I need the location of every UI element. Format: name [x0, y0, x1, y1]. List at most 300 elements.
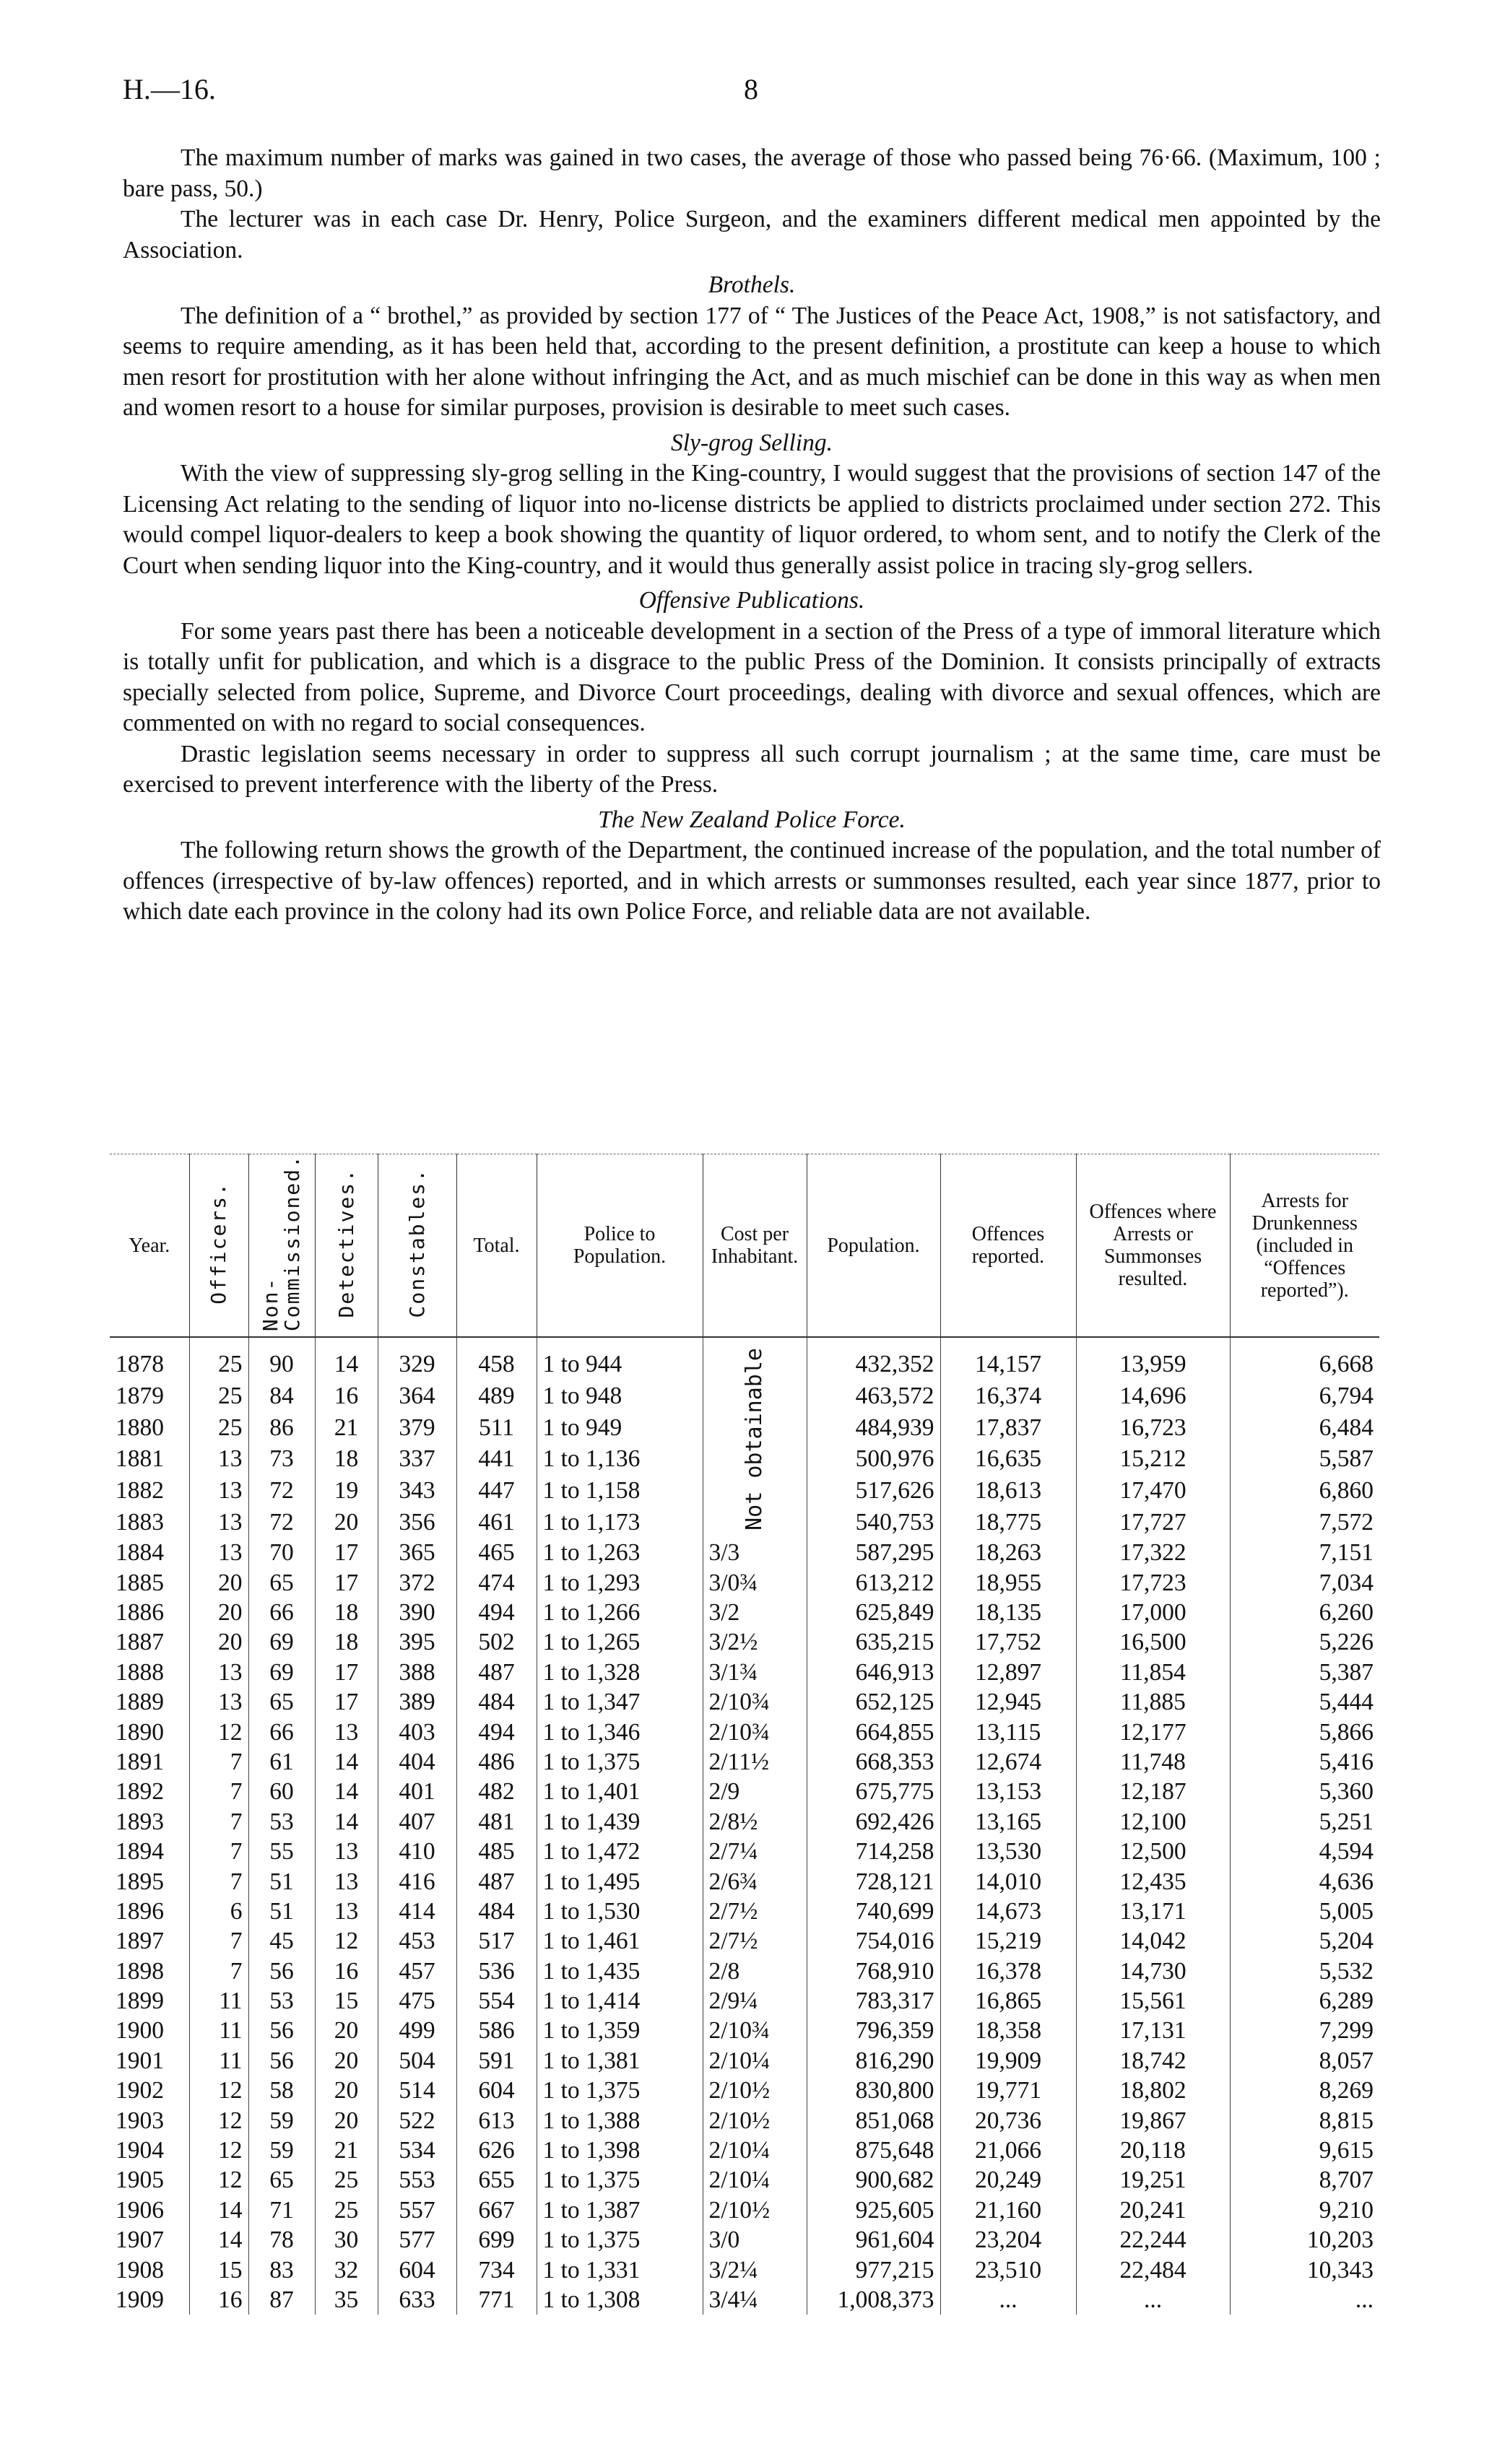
table-cell: 1882: [116, 1476, 164, 1504]
table-cell: 21: [315, 2136, 378, 2165]
table-row: [110, 1926, 1379, 1956]
table-cell: 3/0: [703, 2225, 807, 2255]
column-header: [378, 1154, 456, 1338]
table-row: [110, 2105, 1379, 2135]
table-cell: 1 to 1,375: [537, 1747, 703, 1777]
table-cell: 474: [456, 1567, 537, 1597]
table-cell: 72: [248, 1506, 315, 1538]
table-cell: 414: [378, 1897, 456, 1926]
table-cell: 6,484: [1230, 1411, 1379, 1443]
table-cell: 9,210: [1230, 2195, 1379, 2225]
table-cell: 20: [315, 2016, 378, 2045]
table-cell: 553: [378, 2165, 456, 2195]
table-cell: 389: [378, 1687, 456, 1717]
table-cell: 56: [248, 2016, 315, 2045]
table-cell: 463,572: [807, 1380, 940, 1412]
table-row: [110, 2016, 1379, 2045]
table-cell: 5,444: [1230, 1687, 1379, 1717]
table-cell: 390: [378, 1598, 456, 1627]
table-cell: 60: [248, 1777, 315, 1806]
table-cell: 2/10¼: [703, 2136, 807, 2165]
table-cell: 1 to 1,308: [537, 2285, 703, 2315]
table-cell: 536: [456, 1956, 537, 1985]
column-header: Total.: [456, 1154, 537, 1338]
table-cell: 453: [378, 1926, 456, 1956]
table-cell: 486: [456, 1747, 537, 1777]
table-cell: 66: [248, 1717, 315, 1746]
table-cell: 900,682: [807, 2165, 940, 2195]
table-cell: 19,771: [940, 2076, 1076, 2105]
table-cell: 59: [248, 2105, 315, 2135]
table-cell: 18: [315, 1443, 378, 1475]
table-cell: 1892: [116, 1778, 164, 1806]
table-cell: 18: [315, 1598, 378, 1627]
report-body: [123, 143, 1381, 928]
table-cell: 1 to 1,461: [537, 1926, 703, 1956]
paragraph: The lecturer was in each case Dr. Henry, Police Surgeon, and the examiners different medical men appointed by the Association.: [123, 206, 1381, 264]
table-cell: 23,204: [940, 2225, 1076, 2255]
table-cell: 12: [189, 1717, 248, 1746]
table-cell: 7: [189, 1837, 248, 1866]
table-cell: 9,615: [1230, 2136, 1379, 2165]
column-header: Offences reported.: [940, 1154, 1076, 1338]
table-cell: 447: [456, 1475, 537, 1507]
table-cell: 692,426: [807, 1807, 940, 1837]
table-cell: 11,748: [1076, 1747, 1230, 1777]
table-cell: 13,115: [940, 1717, 1076, 1746]
table-cell: 13,959: [1076, 1337, 1230, 1380]
column-header: Year.: [110, 1154, 189, 1338]
table-cell: 12,177: [1076, 1717, 1230, 1746]
table-cell: 20: [315, 2046, 378, 2076]
table-cell: 1 to 1,265: [537, 1627, 703, 1657]
table-row: [110, 1627, 1379, 1657]
table-cell: 14,157: [940, 1337, 1076, 1380]
table-cell: 675,775: [807, 1777, 940, 1806]
table-cell: 5,416: [1230, 1747, 1379, 1777]
table-row: [110, 1687, 1379, 1717]
table-cell: 16,374: [940, 1380, 1076, 1412]
table-cell: 1 to 1,263: [537, 1538, 703, 1567]
table-cell: 14,010: [940, 1866, 1076, 1896]
table-cell: 72: [248, 1475, 315, 1507]
table-cell: 771: [456, 2285, 537, 2315]
table-cell: 17: [315, 1567, 378, 1597]
table-cell: 655: [456, 2165, 537, 2195]
table-row: [110, 1337, 1379, 1380]
table-cell: 18,263: [940, 1538, 1076, 1567]
table-cell: 16,635: [940, 1443, 1076, 1475]
table-cell: 51: [248, 1866, 315, 1896]
table-cell: ...: [1076, 2285, 1230, 2315]
table-row: [110, 2225, 1379, 2255]
table-row: [110, 1567, 1379, 1597]
table-cell: 20: [315, 2076, 378, 2105]
table-cell: 517,626: [807, 1475, 940, 1507]
table-cell: 714,258: [807, 1837, 940, 1866]
table-cell: 6,794: [1230, 1380, 1379, 1412]
table-cell: 830,800: [807, 2076, 940, 2105]
table-cell: 25: [315, 2165, 378, 2195]
table-cell: 1 to 1,293: [537, 1567, 703, 1597]
section-heading-offensive-publications: Offensive Publications.: [638, 587, 865, 614]
table-cell: 441: [456, 1443, 537, 1475]
table-cell: 12: [189, 2105, 248, 2135]
table-row: [110, 1658, 1379, 1687]
table-cell: 395: [378, 1627, 456, 1657]
table-cell: 625,849: [807, 1598, 940, 1627]
table-cell: 7: [189, 1956, 248, 1985]
table-cell: 1890: [116, 1718, 164, 1746]
table-cell: 25: [189, 1337, 248, 1380]
table-cell: 23,510: [940, 2255, 1076, 2284]
table-cell: 12: [189, 2076, 248, 2105]
table-cell: 1,008,373: [807, 2285, 940, 2315]
table-cell: 13: [189, 1658, 248, 1687]
table-cell: 1900: [116, 2017, 164, 2045]
table-cell: 18: [315, 1627, 378, 1657]
table-cell: 1895: [116, 1868, 164, 1895]
table-cell: 90: [248, 1337, 315, 1380]
table-cell: 17,727: [1076, 1506, 1230, 1538]
table-cell: 1899: [116, 1988, 164, 2015]
table-cell: 11: [189, 2016, 248, 2045]
table-cell: 5,204: [1230, 1926, 1379, 1956]
table-cell: 1 to 1,359: [537, 2016, 703, 2045]
table-row: [110, 2195, 1379, 2225]
table-row: [110, 2255, 1379, 2284]
table-cell: 13: [189, 1538, 248, 1567]
table-cell: 10,203: [1230, 2225, 1379, 2255]
table-cell: 482: [456, 1777, 537, 1806]
table-cell: 1881: [116, 1445, 164, 1473]
table-cell: 613,212: [807, 1567, 940, 1597]
table-cell: 416: [378, 1866, 456, 1896]
table-cell: 458: [456, 1337, 537, 1380]
table-cell: 7: [189, 1747, 248, 1777]
table-cell: 5,866: [1230, 1717, 1379, 1746]
table-cell: 7: [189, 1777, 248, 1806]
table-cell: 86: [248, 1411, 315, 1443]
table-cell: 664,855: [807, 1717, 940, 1746]
table-cell: 65: [248, 1687, 315, 1717]
table-cell: 16: [315, 1380, 378, 1412]
table-cell: 699: [456, 2225, 537, 2255]
table-row: [110, 1956, 1379, 1985]
table-cell: 22,484: [1076, 2255, 1230, 2284]
table-cell: 14,042: [1076, 1926, 1230, 1956]
table-cell: 410: [378, 1837, 456, 1866]
table-cell: 32: [315, 2255, 378, 2284]
table-cell: 16,378: [940, 1956, 1076, 1985]
table-cell: 337: [378, 1443, 456, 1475]
table-cell: 1903: [116, 2107, 164, 2134]
table-cell: 45: [248, 1926, 315, 1956]
table-cell: 465: [456, 1538, 537, 1567]
table-cell: 668,353: [807, 1747, 940, 1777]
table-cell: 2/7¼: [703, 1837, 807, 1866]
table-cell: 626: [456, 2136, 537, 2165]
table-cell: 6,860: [1230, 1475, 1379, 1507]
table-cell: 1902: [116, 2077, 164, 2104]
table-cell: 13: [315, 1897, 378, 1926]
table-cell: 1 to 1,136: [537, 1443, 703, 1475]
table-cell: 11: [189, 1986, 248, 2016]
table-cell: 3/3: [703, 1538, 807, 1567]
paragraph: The definition of a “ brothel,” as provided by section 177 of “ The Justices of the Peace Act, 1908,” is not satisfactory, and seems to require amending, as it has been held that, according to the present definition, a prostitute can keep a house to which men resort for prostitution with her alone without infringing the Act, and as much mischief can be done in this way as when men and women resort to a house for similar purposes, provision is desirable to meet such cases.: [123, 302, 1381, 421]
table-cell: 1901: [116, 2047, 164, 2074]
table-cell: 16,865: [940, 1986, 1076, 2016]
table-cell: 401: [378, 1777, 456, 1806]
paragraph: The maximum number of marks was gained in two cases, the average of those who passed being 76·66. (Maximum, 100 ; bare pass, 50.): [123, 144, 1381, 202]
table-row: [110, 2046, 1379, 2076]
paragraph: With the view of suppressing sly-grog selling in the King-country, I would suggest that the provisions of section 147 of the Licensing Act relating to the sending of liquor into no-license districts be applied to districts proclaimed under section 272. This would compel liquor-dealers to keep a book showing the quantity of liquor ordered, to whom sent, and to notify the Clerk of the Court when sending liquor into the King-country, and it would thus generally assist police in tracing sly-grog sellers.: [123, 460, 1381, 579]
table-cell: 25: [189, 1411, 248, 1443]
table-cell: 2/10¾: [703, 1717, 807, 1746]
table-cell: 8,057: [1230, 2046, 1379, 2076]
table-cell: 59: [248, 2136, 315, 2165]
table-cell: 635,215: [807, 1627, 940, 1657]
table-cell: 16,500: [1076, 1627, 1230, 1657]
table-cell: 51: [248, 1897, 315, 1926]
table-cell: 734: [456, 2255, 537, 2284]
column-header: Population.: [807, 1154, 940, 1338]
table-cell: 13,165: [940, 1807, 1076, 1837]
table-row: [110, 2136, 1379, 2165]
table-cell: 25: [315, 2195, 378, 2225]
table-cell: 364: [378, 1380, 456, 1412]
table-cell: 17,752: [940, 1627, 1076, 1657]
table-cell: 1 to 1,346: [537, 1717, 703, 1746]
column-header-label: Officers.: [207, 1181, 230, 1305]
table-cell: 379: [378, 1411, 456, 1443]
table-cell: 21,160: [940, 2195, 1076, 2225]
table-cell: 485: [456, 1837, 537, 1866]
table-row: [110, 1986, 1379, 2016]
table-cell: 1896: [116, 1897, 164, 1925]
table-cell: 500,976: [807, 1443, 940, 1475]
document-reference: H.—16.: [123, 73, 216, 105]
table-cell: 740,699: [807, 1897, 940, 1926]
table-cell: 20: [315, 2105, 378, 2135]
table-cell: ...: [940, 2285, 1076, 2315]
table-cell: 65: [248, 2165, 315, 2195]
table-cell: 1894: [116, 1838, 164, 1866]
table-row: [110, 1538, 1379, 1567]
table-cell: 1885: [116, 1569, 164, 1596]
table-cell: 1 to 1,158: [537, 1475, 703, 1507]
table-cell: 12,435: [1076, 1866, 1230, 1896]
column-header-label: Detectives.: [334, 1167, 358, 1318]
table-cell: 18,955: [940, 1567, 1076, 1597]
table-cell: 17: [315, 1687, 378, 1717]
table-cell: 1 to 1,439: [537, 1807, 703, 1837]
table-cell: 1 to 1,328: [537, 1658, 703, 1687]
table-cell: 2/10¼: [703, 2165, 807, 2195]
table-cell: 7,034: [1230, 1567, 1379, 1597]
table-cell: 12,187: [1076, 1777, 1230, 1806]
column-header: Offences where Arrests or Summonses resulted.: [1076, 1154, 1230, 1338]
table-cell: 554: [456, 1986, 537, 2016]
cost-not-obtainable: [703, 1337, 807, 1538]
column-header-label: Non-Commissioned.: [259, 1154, 304, 1332]
table-cell: 517: [456, 1926, 537, 1956]
table-cell: 12: [189, 2136, 248, 2165]
table-cell: 1 to 1,347: [537, 1687, 703, 1717]
table-cell: 1 to 1,414: [537, 1986, 703, 2016]
table-cell: 15,212: [1076, 1443, 1230, 1475]
table-cell: 84: [248, 1380, 315, 1412]
table-cell: 8,707: [1230, 2165, 1379, 2195]
table-cell: 587,295: [807, 1538, 940, 1567]
table-cell: 14: [189, 2195, 248, 2225]
table-cell: 475: [378, 1986, 456, 2016]
table-cell: 407: [378, 1807, 456, 1837]
table-cell: 1 to 1,375: [537, 2225, 703, 2255]
table-cell: 1 to 1,435: [537, 1956, 703, 1985]
table-row: [110, 2165, 1379, 2195]
table-cell: 1 to 1,495: [537, 1866, 703, 1896]
table-cell: 586: [456, 2016, 537, 2045]
page-number: 8: [744, 73, 758, 105]
column-header: [315, 1154, 378, 1338]
table-cell: 69: [248, 1627, 315, 1657]
paragraph: Drastic legislation seems necessary in order to suppress all such corrupt journalism ; at the same time, care must be exercised to prevent interference with the liberty of the Press.: [123, 740, 1381, 798]
table-cell: 499: [378, 2016, 456, 2045]
table-cell: 816,290: [807, 2046, 940, 2076]
table-cell: 5,587: [1230, 1443, 1379, 1475]
table-cell: 11,885: [1076, 1687, 1230, 1717]
table-cell: 961,604: [807, 2225, 940, 2255]
table-cell: 3/2½: [703, 1627, 807, 1657]
table-cell: 481: [456, 1807, 537, 1837]
table-cell: 1886: [116, 1598, 164, 1626]
table-cell: 5,387: [1230, 1658, 1379, 1687]
table-cell: 12,897: [940, 1658, 1076, 1687]
table-cell: 1905: [116, 2167, 164, 2194]
table-cell: 2/7½: [703, 1897, 807, 1926]
table-cell: 6: [189, 1897, 248, 1926]
table-cell: 13: [189, 1443, 248, 1475]
table-cell: 11,854: [1076, 1658, 1230, 1687]
table-row: [110, 1897, 1379, 1926]
table-cell: 18,613: [940, 1475, 1076, 1507]
table-cell: 557: [378, 2195, 456, 2225]
table-cell: 17,322: [1076, 1538, 1230, 1567]
table-cell: 591: [456, 2046, 537, 2076]
table-cell: 19,867: [1076, 2105, 1230, 2135]
table-cell: 457: [378, 1956, 456, 1985]
table-cell: 14,696: [1076, 1380, 1230, 1412]
table-cell: 15,561: [1076, 1986, 1230, 2016]
table-cell: 1898: [116, 1957, 164, 1985]
paragraph: The following return shows the growth of the Department, the continued increase of the population, and the total number of offences (irrespective of by-law offences) reported, and in which arrests or summonses resulted, each year since 1877, prior to which date each province in the colony had its own Police Force, and reliable data are not available.: [123, 837, 1381, 925]
table-row: [110, 1747, 1379, 1777]
table-cell: 2/10¾: [703, 2016, 807, 2045]
table-cell: 484,939: [807, 1411, 940, 1443]
table-cell: 13,171: [1076, 1897, 1230, 1926]
table-cell: 1908: [116, 2256, 164, 2284]
table-row: [110, 1807, 1379, 1837]
table-cell: 7,572: [1230, 1506, 1379, 1538]
table-cell: 2/9: [703, 1777, 807, 1806]
table-cell: 14: [315, 1747, 378, 1777]
table-cell: 604: [378, 2255, 456, 2284]
table-cell: 5,251: [1230, 1807, 1379, 1837]
table-cell: 78: [248, 2225, 315, 2255]
table-cell: 1 to 1,398: [537, 2136, 703, 2165]
table-cell: 1878: [116, 1350, 164, 1377]
table-cell: 15: [315, 1986, 378, 2016]
table-cell: 69: [248, 1658, 315, 1687]
table-cell: 2/10½: [703, 2195, 807, 2225]
table-cell: 56: [248, 1956, 315, 1985]
table-row: [110, 1777, 1379, 1806]
table-cell: 6,668: [1230, 1337, 1379, 1380]
table-cell: 83: [248, 2255, 315, 2284]
table-cell: 18,775: [940, 1506, 1076, 1538]
table-cell: 1 to 949: [537, 1411, 703, 1443]
table-cell: 1888: [116, 1658, 164, 1686]
table-cell: 5,005: [1230, 1897, 1379, 1926]
table-cell: 20: [189, 1627, 248, 1657]
table-cell: 19: [315, 1475, 378, 1507]
table-cell: 487: [456, 1658, 537, 1687]
table-row: [110, 2076, 1379, 2105]
table-cell: 17,723: [1076, 1567, 1230, 1597]
table-cell: 768,910: [807, 1956, 940, 1985]
table-cell: 2/10½: [703, 2105, 807, 2135]
table-cell: 1 to 1,381: [537, 2046, 703, 2076]
column-header: [189, 1154, 248, 1338]
table-cell: 356: [378, 1506, 456, 1538]
table-cell: 12,100: [1076, 1807, 1230, 1837]
table-cell: 754,016: [807, 1926, 940, 1956]
table-cell: 14: [189, 2225, 248, 2255]
table-cell: 21: [315, 1411, 378, 1443]
table-cell: 14: [315, 1807, 378, 1837]
table-cell: 19,909: [940, 2046, 1076, 2076]
table-cell: 489: [456, 1380, 537, 1412]
table-cell: 404: [378, 1747, 456, 1777]
table-cell: 8,269: [1230, 2076, 1379, 2105]
table-cell: 55: [248, 1837, 315, 1866]
table-cell: 2/7½: [703, 1926, 807, 1956]
table-cell: 15,219: [940, 1926, 1076, 1956]
table-cell: 2/8: [703, 1956, 807, 1985]
table-cell: 20,249: [940, 2165, 1076, 2195]
table-cell: 540,753: [807, 1506, 940, 1538]
table-cell: 613: [456, 2105, 537, 2135]
column-header: Cost per Inhabitant.: [703, 1154, 807, 1338]
paragraph: For some years past there has been a noticeable development in a section of the Press of a type of immoral literature which is totally unfit for publication, and which is a disgrace to the public Press of the Dominion. It consists principally of extracts specially selected from police, Supreme, and Divorce Court proceedings, dealing with divorce and sexual offences, which are commented on with no regard to social consequences.: [123, 617, 1381, 736]
table-cell: 1 to 1,375: [537, 2165, 703, 2195]
table-cell: 87: [248, 2285, 315, 2315]
table-cell: 3/2¼: [703, 2255, 807, 2284]
table-cell: 1 to 1,266: [537, 1598, 703, 1627]
table-cell: 12,674: [940, 1747, 1076, 1777]
table-cell: 1 to 1,173: [537, 1506, 703, 1538]
table-cell: 1 to 1,530: [537, 1897, 703, 1926]
column-header: Police to Population.: [537, 1154, 703, 1338]
table-cell: 17,470: [1076, 1475, 1230, 1507]
table-cell: ...: [1230, 2285, 1379, 2315]
table-cell: 494: [456, 1717, 537, 1746]
table-cell: 18,358: [940, 2016, 1076, 2045]
table-cell: 4,636: [1230, 1866, 1379, 1896]
table-cell: 13: [189, 1475, 248, 1507]
table-cell: 604: [456, 2076, 537, 2105]
